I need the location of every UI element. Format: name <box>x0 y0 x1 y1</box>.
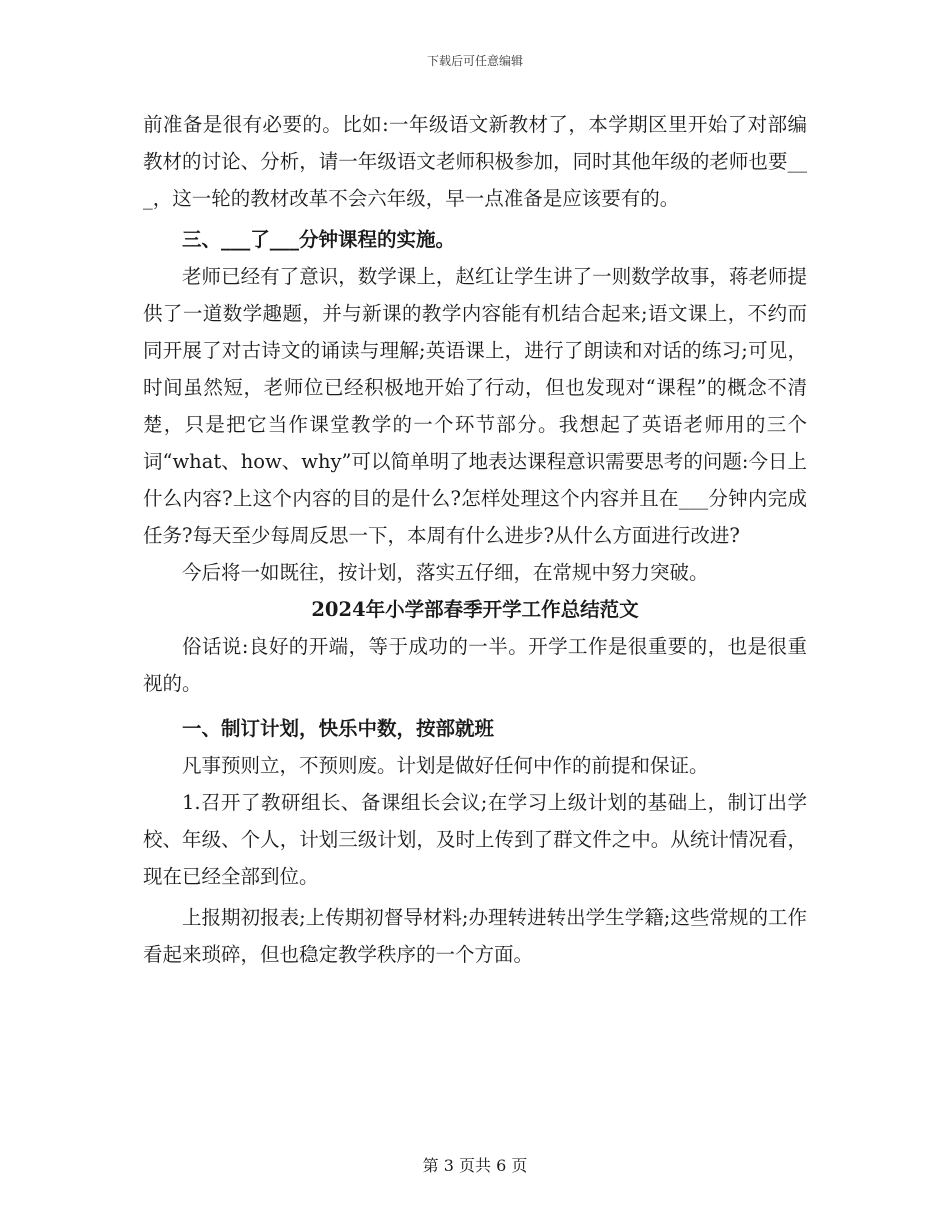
paragraph-course-implementation: 老师已经有了意识，数学课上，赵红让学生讲了一则数学故事，蒋老师提供了一道数学趣题，并与新课的教学内容能有机结合起来;语文课上，不约而同开展了对古诗文的诵读与理解;英语课上，进行了朗读和对话的练习;可见，时间虽然短，老师位已经积极地开始了行动，但也发现对“课程”的概念不清楚，只是把它当作课堂教学的一个环节部分。我想起了英语老师用的三个词“what、how、why”可以简单明了地表达课程意识需要思考的问题:今日上什么内容?上这个内容的目的是什么?怎样处理这个内容并且在___分钟内完成任务?每天至少每周反思一下，本周有什么进步?从什么方面进行改进? <box>143 265 807 547</box>
article-title: 2024年小学部春季开学工作总结范文 <box>311 598 639 621</box>
page-header: 下载后可任意编辑 <box>426 54 523 68</box>
paragraph-intro: 俗话说:良好的开端，等于成功的一半。开学工作是很重要的，也是很重视的。 <box>143 635 807 695</box>
page-footer: 第 3 页共 6 页 <box>422 1156 528 1175</box>
section-heading-3: 三、___了___分钟课程的实施。 <box>182 228 456 251</box>
paragraph-routine-work: 上报期初报表;上传期初督导材料;办理转进转出学生学籍;这些常规的工作看起来琐碎，但也稳定教学秩序的一个方面。 <box>143 906 807 966</box>
paragraph-conclusion: 今后将一如既往，按计划，落实五仔细，在常规中努力突破。 <box>182 561 709 584</box>
paragraph-continuation: 前准备是很有必要的。比如:一年级语文新教材了，本学期区里开始了对部编教材的讨论、分析，请一年级语文老师积极参加，同时其他年级的老师也要___，这一轮的教材改革不会六年级，早一点准备是应该要有的。 <box>143 113 807 210</box>
paragraph-planning: 凡事预则立，不预则废。计划是做好任何中作的前提和保证。 <box>182 754 709 777</box>
paragraph-meeting: 1.召开了教研组长、备课组长会议;在学习上级计划的基础上，制订出学校、年级、个人，计划三级计划，及时上传到了群文件之中。从统计情况看，现在已经全部到位。 <box>143 791 807 888</box>
section-heading-1: 一、制订计划，快乐中数，按部就班 <box>182 717 495 740</box>
document-body <box>143 106 807 973</box>
